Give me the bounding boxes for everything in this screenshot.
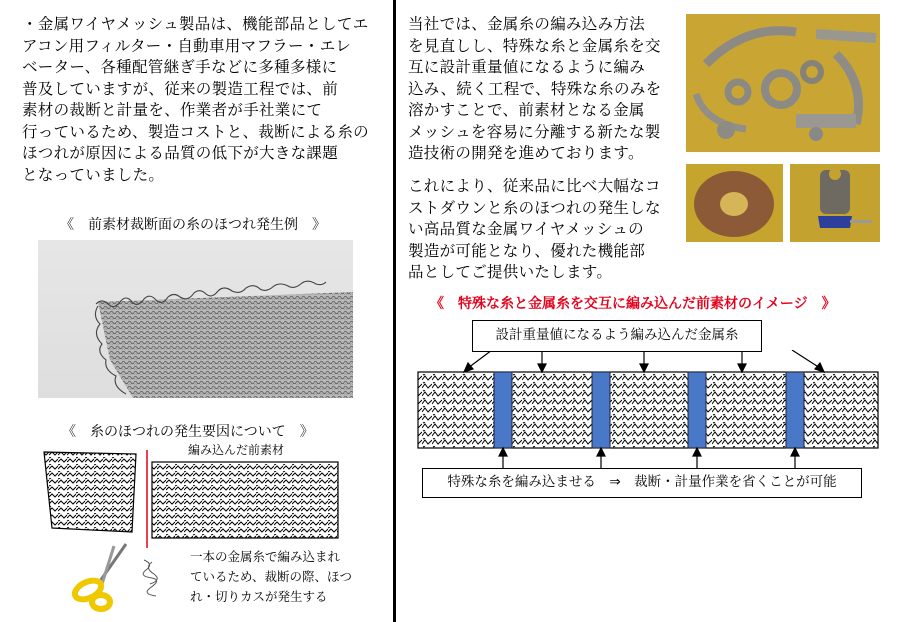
method-line: 当社では、金属糸の編み込み方法	[408, 15, 646, 33]
special-thread-band	[494, 372, 512, 448]
special-thread-band	[592, 372, 610, 448]
intro-line: ・金属ワイヤメッシュ製品は、機能部品としてエ	[22, 15, 369, 33]
method-line: を見直しし、特殊な糸と金属糸を交	[408, 36, 661, 55]
intro-line: ベーター、各種配管継ぎ手などに多種多様に	[22, 58, 338, 76]
special-thread-label-box: 特殊な糸を編み込ませる ⇒ 裁断・計量作業を省くことが可能	[422, 468, 862, 498]
metal-thread-label-box: 設計重量値になるよう編み込んだ金属糸	[472, 320, 762, 352]
benefit-line: ストダウンと糸のほつれの発生しな	[408, 198, 661, 217]
method-paragraph	[408, 14, 680, 165]
top-arrows	[464, 350, 824, 372]
fraying-cause-caption: 《 糸のほつれの発生要因について 》	[62, 424, 314, 440]
wire-explanation-line: ているため、裁断の際、ほつ	[190, 569, 353, 584]
method-line: メッシュを容易に分離する新たな製	[408, 122, 661, 141]
mesh-plug-photo	[790, 164, 880, 242]
special-thread-band	[688, 372, 706, 448]
frayed-mesh-photo	[38, 240, 353, 398]
wire-explanation-line: 一本の金属糸で編み込まれ	[190, 549, 341, 564]
frayed-thread-icon	[138, 558, 162, 598]
main-material-weave	[152, 462, 338, 538]
benefit-line: これにより、従来品に比べ大幅なコ	[408, 177, 661, 195]
mesh-parts-photo	[686, 14, 880, 152]
intro-paragraph	[22, 14, 382, 186]
cutting-diagram	[40, 450, 340, 550]
mesh-strip-weave	[418, 372, 878, 448]
plug-photo-art	[790, 164, 880, 242]
intro-line: ほつれが原因による品質の低下が大きな課題	[22, 144, 339, 162]
material-label: 編み込んだ前素材	[188, 443, 285, 457]
intro-line: 素材の裁断と計量を、作業者が手社業にて	[22, 101, 323, 119]
method-line: 互に設計重量値になるように編み	[408, 58, 646, 76]
benefit-line: い高品質な金属ワイヤメッシュの	[408, 220, 644, 238]
method-line: 造技術の開発を進めております。	[408, 144, 644, 162]
intro-line: となっていました。	[22, 165, 165, 184]
fraying-example-caption: 《 前素材裁断面の糸のほつれ発生例 》	[60, 217, 326, 233]
column-divider	[393, 0, 396, 622]
wire-explanation	[190, 547, 352, 607]
gasket-disc-photo	[686, 164, 783, 242]
parts-photo-art	[686, 14, 880, 152]
intro-line: 行っているため、製造コストと、裁断による糸の	[22, 122, 369, 141]
method-line: 溶かすことで、前素材となる金属	[408, 101, 645, 119]
cut-piece-weave	[44, 452, 136, 532]
mesh-photo-art	[38, 240, 353, 398]
benefit-line: 品としてご提供いたします。	[408, 263, 613, 281]
bottom-arrows	[499, 448, 799, 468]
disc-photo-art	[686, 164, 783, 242]
intro-line: アコン用フィルター・自動車用マフラー・エレ	[22, 36, 352, 55]
intro-line: 普及していますが、従来の製造工程では、前	[22, 79, 339, 98]
weave-concept-diagram	[412, 350, 882, 472]
special-thread-band	[786, 372, 804, 448]
benefit-line: 製造が可能となり、優れた機能部	[408, 241, 646, 260]
scissors-icon	[68, 540, 138, 612]
wire-explanation-line: れ・切りカスが発生する	[190, 589, 328, 604]
method-line: 込み、続く工程で、特殊な糸のみを	[408, 79, 662, 98]
image-concept-caption: 《 特殊な糸と金属糸を交互に編み込んだ前素材のイメージ 》	[430, 296, 836, 312]
benefit-paragraph	[408, 176, 680, 284]
